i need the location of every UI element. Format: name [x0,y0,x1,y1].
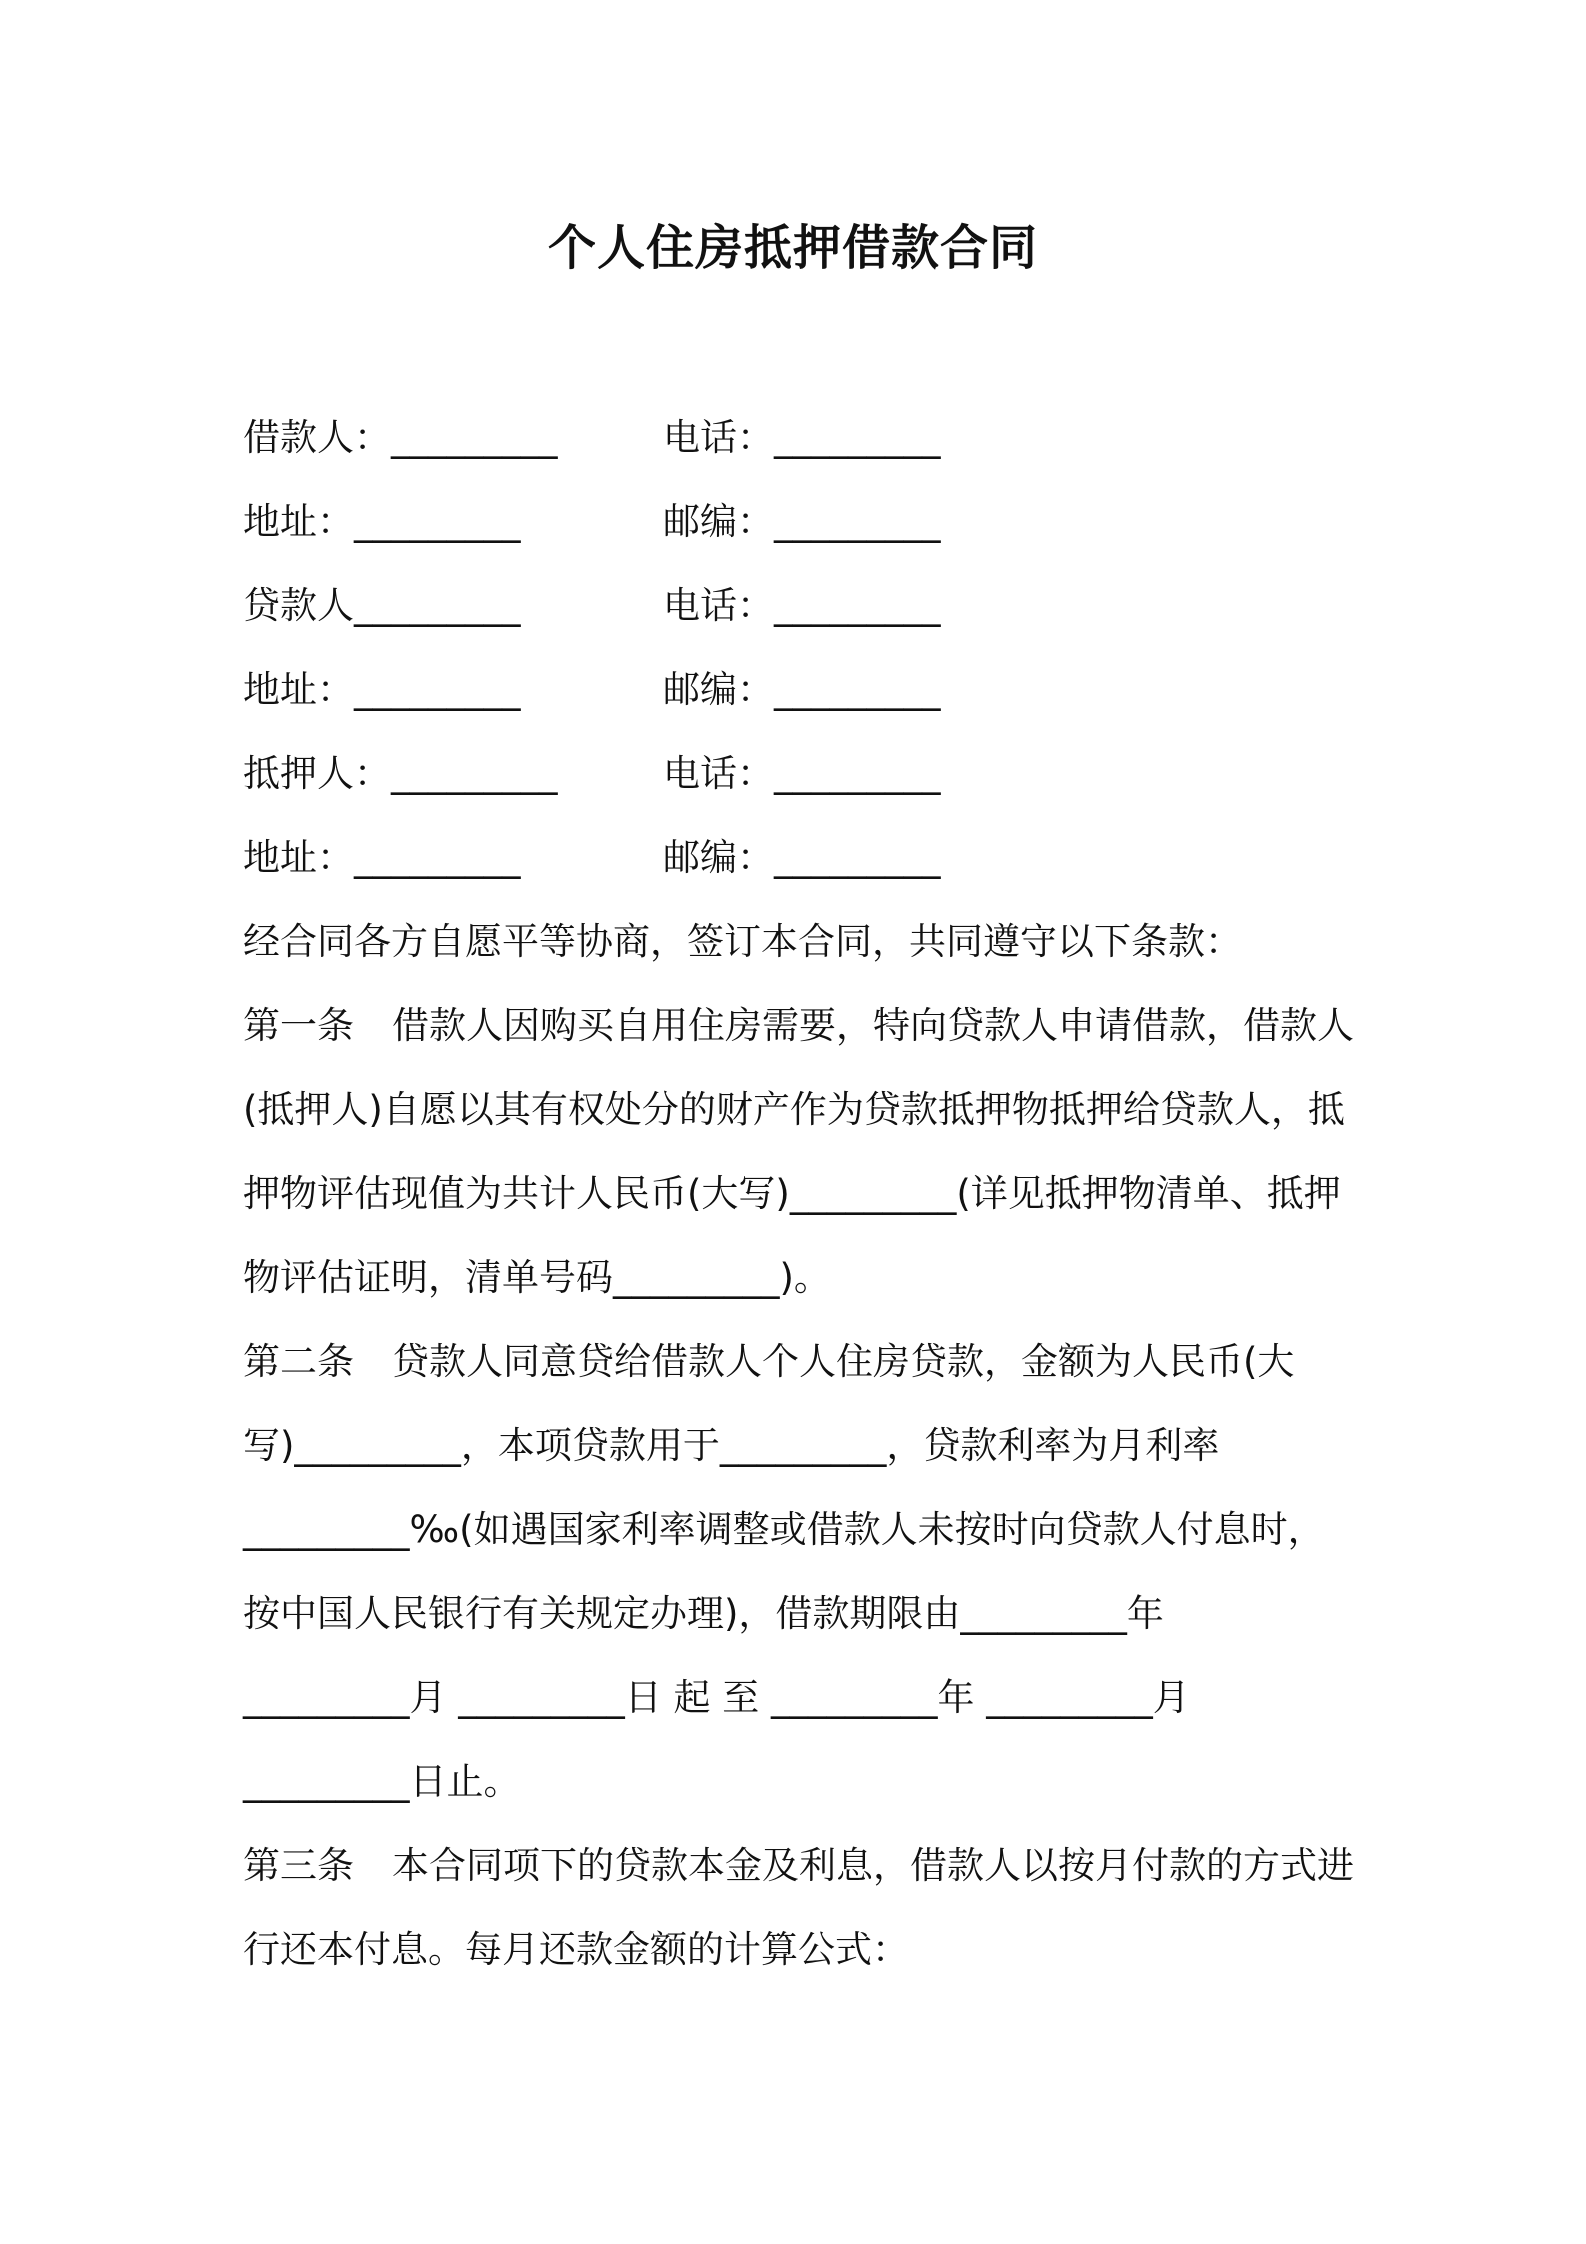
lender-name-field: 贷款人_________ [243,584,521,627]
party-row-lender [243,564,1363,648]
party-row-lender-address [243,648,1363,732]
clause1-line-4: 物评估证明，清单号码_________)。 [243,1256,831,1299]
lender-postcode-field: 邮编：_________ [663,668,941,711]
party-row-mortgagor-address [243,816,1363,900]
mortgagor-address-field: 地址：_________ [243,836,521,879]
clause1-text-1: 借款人因购买自用住房需要，特向贷款人申请借款，借款人 [392,1004,1354,1047]
clause1-line-3: 押物评估现值为共计人民币(大写)_________(详见抵押物清单、抵押 [243,1172,1341,1215]
mortgagor-postcode-field: 邮编：_________ [663,836,941,879]
borrower-name-field: 借款人：_________ [243,416,558,459]
clause2-line-5: _________月 _________日 起 至 _________年 _________月 [243,1676,1190,1719]
borrower-postcode-field: 邮编：_________ [663,500,941,543]
mortgagor-phone-field: 电话：_________ [663,752,941,795]
clause3-line-1 [243,1824,1355,1908]
mortgagor-name-field: 抵押人：_________ [243,752,558,795]
clause2-line-2: 写)_________，本项贷款用于_________，贷款利率为月利率 [243,1424,1220,1467]
document-title: 个人住房抵押借款合同 [547,220,1038,276]
intro-paragraph: 经合同各方自愿平等协商，签订本合同，共同遵守以下条款： [243,920,1242,963]
clause2-line-6: _________日止。 [243,1760,521,1803]
clause1-line-2: (抵押人)自愿以其有权处分的财产作为贷款抵押物抵押给贷款人，抵 [243,1088,1345,1131]
borrower-phone-field: 电话：_________ [663,416,941,459]
party-row-mortgagor [243,732,1363,816]
clause1-line-1 [243,984,1355,1068]
lender-address-field: 地址：_________ [243,668,521,711]
clause2-line-4: 按中国人民银行有关规定办理)，借款期限由_________年 [243,1592,1164,1635]
clause3-line-2: 行还本付息。每月还款金额的计算公式： [243,1928,909,1971]
party-row-borrower-address [243,480,1363,564]
clause2-line-3: _________‰(如遇国家利率调整或借款人未按时向贷款人付息时， [243,1508,1325,1551]
clause2-label: 第二条 [243,1340,354,1383]
clause2-line-1 [243,1320,1355,1404]
clause3-label: 第三条 [243,1844,354,1887]
borrower-address-field: 地址：_________ [243,500,521,543]
clause3-text-1: 本合同项下的贷款本金及利息，借款人以按月付款的方式进 [392,1844,1354,1887]
clause1-label: 第一条 [243,1004,354,1047]
party-row-borrower [243,396,1363,480]
clause2-text-1: 贷款人同意贷给借款人个人住房贷款，金额为人民币(大 [392,1340,1295,1383]
lender-phone-field: 电话：_________ [663,584,941,627]
